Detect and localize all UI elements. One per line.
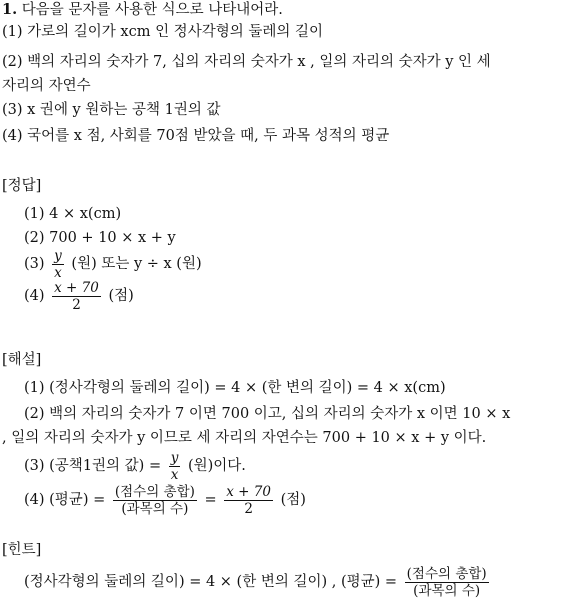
explanation-4-denominator-1: (과목의 수) xyxy=(113,500,197,517)
answer-3-rest: (원) 또는 y ÷ x (원) xyxy=(71,256,202,272)
answer-4-label: (4) xyxy=(24,288,45,304)
answer-4 xyxy=(24,276,571,316)
explanation-4-post: (점) xyxy=(280,492,306,508)
question-item-2: (2) 백의 자리의 숫자가 7, 십의 자리의 숫자가 x , 일의 자리의 숫자가 y 인 세 xyxy=(2,54,491,70)
explanation-4-numerator-1: (점수의 총합) xyxy=(114,483,195,500)
explanation-1: (1) (정사각형의 둘레의 길이) = 4 × (한 변의 길이) = 4 × x(cm) xyxy=(24,380,446,396)
answer-4-numerator: x + 70 xyxy=(54,279,99,296)
answer-4-rest: (점) xyxy=(108,288,134,304)
answer-3-denominator: x xyxy=(52,264,64,281)
hint-1-denominator: (과목의 수) xyxy=(405,582,489,599)
explanation-4-fraction-1 xyxy=(113,484,197,517)
hint-1 xyxy=(24,560,571,604)
explanation-3-denominator: x xyxy=(169,466,181,483)
hint-1-numerator: (점수의 총합) xyxy=(406,565,487,582)
answer-3-numerator: y xyxy=(54,247,62,264)
answer-1: (1) 4 × x(cm) xyxy=(24,206,122,222)
question-item-4: (4) 국어를 x 점, 사회를 70점 받았을 때, 두 과목 성적의 평균 xyxy=(2,128,390,144)
question-line xyxy=(2,0,571,20)
answer-heading: [정답] xyxy=(2,178,42,194)
explanation-4-denominator-2: 2 xyxy=(224,500,273,517)
hint-heading: [힌트] xyxy=(2,542,42,558)
answer-4-denominator: 2 xyxy=(52,296,101,313)
answer-2: (2) 700 + 10 × x + y xyxy=(24,230,176,246)
explanation-3-numerator: y xyxy=(170,449,179,466)
hint-1-fraction xyxy=(405,566,489,599)
explanation-heading: [해설] xyxy=(2,352,42,368)
hint-1-pre: (정사각형의 둘레의 길이) = 4 × (한 변의 길이) , (평균) = xyxy=(24,574,398,590)
explanation-4-numerator-2: x + 70 xyxy=(226,483,271,500)
question-item-1: (1) 가로의 길이가 xcm 인 정사각형의 둘레의 길이 xyxy=(2,24,323,40)
question-prompt: 다음을 문자를 사용한 식으로 나타내어라. xyxy=(21,2,283,18)
explanation-2b: , 일의 자리의 숫자가 y 이므로 세 자리의 자연수는 700 + 10 × x + y 이다. xyxy=(2,430,487,446)
question-item-3: (3) x 권에 y 원하는 공책 1권의 값 xyxy=(2,102,221,118)
question-number: 1. xyxy=(2,1,18,18)
explanation-4-pre: (4) (평균) = xyxy=(24,492,106,508)
explanation-3-post: (원)이다. xyxy=(187,458,246,474)
answer-4-fraction xyxy=(52,280,101,313)
question-item-2-cont: 자리의 자연수 xyxy=(2,78,91,94)
answer-3-label: (3) xyxy=(24,256,45,272)
explanation-4-equals: = xyxy=(204,492,217,508)
explanation-2a: (2) 백의 자리의 숫자가 7 이면 700 이고, 십의 자리의 숫자가 x 이면 10 × x xyxy=(24,406,511,422)
explanation-3-pre: (3) (공책1권의 값) = xyxy=(24,458,162,474)
explanation-4-fraction-2 xyxy=(224,484,273,517)
explanation-4 xyxy=(24,478,571,522)
